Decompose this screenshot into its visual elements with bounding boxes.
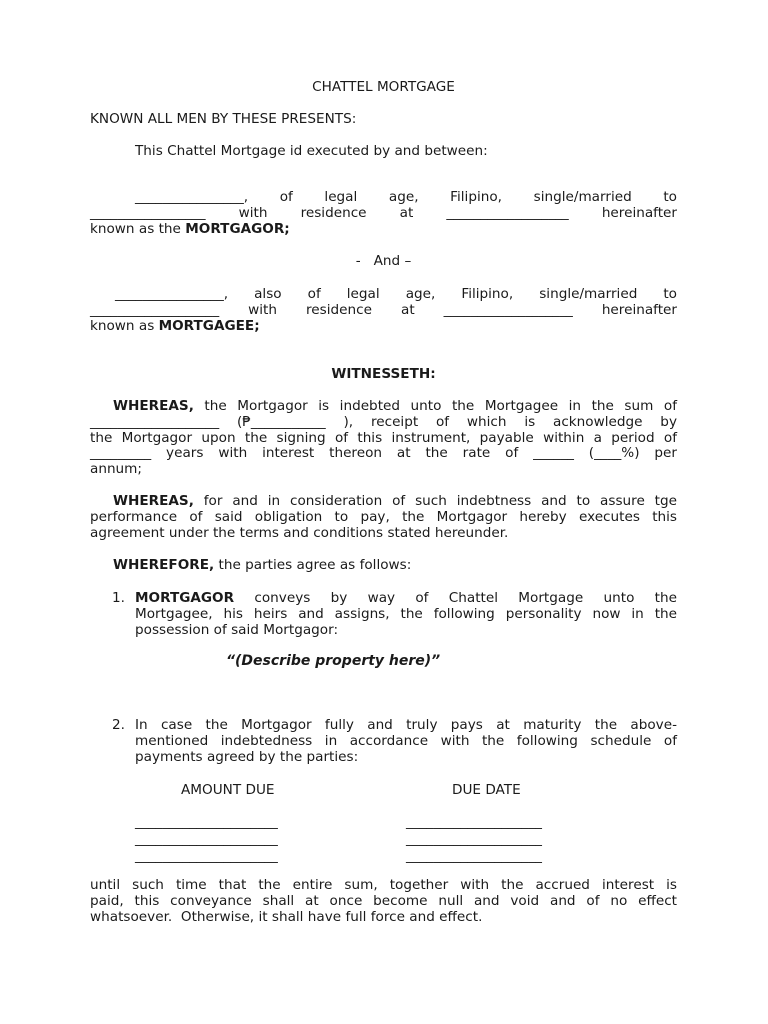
wherefore-lead: WHEREFORE,	[113, 557, 215, 573]
witnesseth-heading: WITNESSETH:	[331, 366, 436, 382]
item-1-lead: MORTGAGOR	[135, 590, 235, 606]
mortgagee-line-3	[90, 319, 677, 335]
whereas-1-paragraph	[90, 399, 677, 478]
wherefore-line	[90, 558, 677, 574]
describe-property-placeholder: “(Describe property here)”	[226, 653, 441, 669]
mortgagor-line-3	[90, 222, 677, 238]
mortgagor-line-3-prefix: known as the	[90, 220, 186, 237]
due-date-blank-1: ____________________	[406, 814, 542, 830]
due-date-blank-2: ____________________	[406, 831, 542, 847]
closing-line-1: until such time that the entire sum, together with the accrued interest is	[90, 877, 677, 893]
wherefore-text: the parties agree as follows:	[214, 557, 412, 573]
whereas-2-line-1-text: for and in consideration of such indebtness and to assure tge	[193, 493, 677, 509]
whereas-1-line-5: annum;	[90, 461, 142, 478]
whereas-1-line-1	[90, 399, 677, 415]
whereas-1-line-1-text: the Mortgagor is indebted unto the Mortgagee in the sum of	[193, 398, 677, 414]
item-2-line-2: mentioned indebtedness in accordance with the following schedule of	[135, 732, 677, 749]
mortgagee-line-3-prefix: known as	[90, 317, 159, 334]
closing-line-3: whatsoever. Otherwise, it shall have full force and effect.	[90, 908, 483, 925]
mortgagor-line-1: ________________, of legal age, Filipino, single/married to	[135, 189, 677, 205]
whereas-1-line-3: the Mortgagor upon the signing of this instrument, payable within a period of	[90, 429, 677, 446]
item-1-line-1	[135, 591, 677, 607]
amount-due-blank-3: _____________________	[135, 848, 278, 864]
whereas-1-line-2: ___________________ (₱___________ ), receipt of which is acknowledge by	[90, 413, 677, 430]
due-date-header: DUE DATE	[452, 782, 521, 798]
whereas-2-line-2: performance of said obligation to pay, the Mortgagor hereby executes this	[90, 508, 677, 525]
mortgagor-line-2: _________________ with residence at __________________ hereinafter	[90, 204, 677, 221]
item-2-number: 2.	[112, 717, 125, 733]
item-1-line-1-text: conveys by way of Chattel Mortgage unto the	[234, 590, 677, 606]
item-1-line-3: possession of said Mortgagor:	[135, 621, 339, 638]
whereas-2-paragraph	[90, 494, 677, 541]
intro-line: KNOWN ALL MEN BY THESE PRESENTS:	[90, 111, 357, 127]
item-2-paragraph	[135, 718, 677, 765]
whereas-1-lead: WHEREAS,	[113, 398, 194, 414]
whereas-2-lead: WHEREAS,	[113, 493, 194, 509]
mortgagor-paragraph	[90, 190, 677, 237]
item-2-line-1: In case the Mortgagor fully and truly pays at maturity the above-	[135, 717, 677, 733]
whereas-1-line-4: _________ years with interest thereon at the rate of ______ (____%) per	[90, 445, 677, 462]
item-1-number: 1.	[112, 590, 125, 606]
due-date-blank-3: ____________________	[406, 848, 542, 864]
and-separator: - And –	[355, 253, 412, 269]
mortgagee-label: MORTGAGEE;	[158, 317, 260, 334]
item-1-line-2: Mortgagee, his heirs and assigns, the following personality now in the	[135, 605, 677, 622]
item-2-line-3: payments agreed by the parties:	[135, 748, 359, 765]
document-title: CHATTEL MORTGAGE	[312, 79, 455, 95]
amount-due-blank-1: _____________________	[135, 814, 278, 830]
closing-line-2: paid, this conveyance shall at once become null and void and of no effect	[90, 892, 677, 909]
executed-line: This Chattel Mortgage id executed by and between:	[135, 143, 488, 159]
whereas-2-line-3: agreement under the terms and conditions stated hereunder.	[90, 524, 509, 541]
amount-due-blank-2: _____________________	[135, 831, 278, 847]
item-1-paragraph	[135, 591, 677, 638]
closing-paragraph	[90, 878, 677, 925]
mortgagee-paragraph	[90, 287, 677, 334]
mortgagee-line-1: ________________, also of legal age, Filipino, single/married to	[115, 286, 677, 302]
mortgagor-label: MORTGAGOR;	[185, 220, 290, 237]
whereas-2-line-1	[90, 494, 677, 510]
mortgagee-line-2: ___________________ with residence at ___________________ hereinafter	[90, 301, 677, 318]
amount-due-header: AMOUNT DUE	[181, 782, 275, 798]
